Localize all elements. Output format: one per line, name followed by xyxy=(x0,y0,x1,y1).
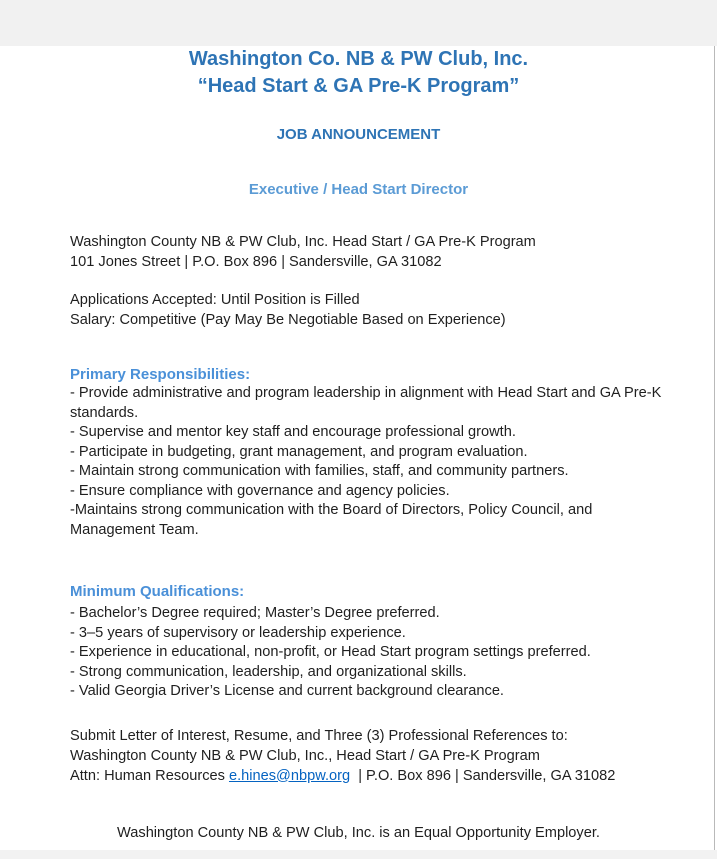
responsibility-item: - Provide administrative and program leadership in alignment with Head Start and GA Pre-K standards. xyxy=(70,385,662,421)
page-bottom-margin-strip xyxy=(0,850,717,859)
attn-prefix-text: Attn: Human Resources xyxy=(70,767,229,784)
document-title xyxy=(0,46,717,100)
attn-line xyxy=(70,766,677,786)
attn-suffix-text: | P.O. Box 896 | Sandersville, GA 31082 xyxy=(350,767,616,784)
document-title-line-1: Washington Co. NB & PW Club, Inc. xyxy=(188,48,529,70)
qualification-item: - Bachelor’s Degree required; Master’s Degree preferred. xyxy=(70,605,440,621)
document-page xyxy=(0,46,717,859)
board-communication-line: -Maintains strong communication with the Board of Directors, Policy Council, and Management Team. xyxy=(70,502,593,538)
primary-responsibilities-heading: Primary Responsibilities: xyxy=(70,366,251,383)
job-announcement-heading: JOB ANNOUNCEMENT xyxy=(276,126,441,143)
application-details-block xyxy=(70,291,677,330)
applications-accepted-line: Applications Accepted: Until Position is Filled xyxy=(70,292,360,308)
responsibility-item: - Participate in budgeting, grant management, and program evaluation. xyxy=(70,443,528,460)
minimum-qualifications-heading: Minimum Qualifications: xyxy=(70,583,245,600)
submit-organization-line: Washington County NB & PW Club, Inc., Head Start / GA Pre-K Program xyxy=(70,747,540,764)
responsibility-item: - Supervise and mentor key staff and encourage professional growth. xyxy=(70,424,516,440)
responsibility-item: - Ensure compliance with governance and agency policies. xyxy=(70,482,450,499)
submit-instructions-line: Submit Letter of Interest, Resume, and Three (3) Professional References to: xyxy=(70,727,568,744)
qualification-item: - Strong communication, leadership, and organizational skills. xyxy=(70,663,467,680)
organization-address-line: 101 Jones Street | P.O. Box 896 | Sandersville, GA 31082 xyxy=(70,253,442,270)
document-title-line-2: “Head Start & GA Pre-K Program” xyxy=(197,75,520,97)
primary-responsibilities-section xyxy=(70,365,677,540)
qualification-item: - 3–5 years of supervisory or leadership experience. xyxy=(70,624,406,641)
position-title: Executive / Head Start Director xyxy=(248,181,469,198)
equal-opportunity-footer: Washington County NB & PW Club, Inc. is an Equal Opportunity Employer. xyxy=(117,824,600,841)
submission-instructions-block xyxy=(70,726,677,786)
document-body xyxy=(70,233,677,786)
qualification-item: - Experience in educational, non-profit, or Head Start program settings preferred. xyxy=(70,644,591,660)
qualification-item: - Valid Georgia Driver’s License and current background clearance. xyxy=(70,683,504,699)
responsibility-item: - Maintain strong communication with families, staff, and community partners. xyxy=(70,463,569,479)
page-right-edge-divider xyxy=(714,46,715,851)
minimum-qualifications-section xyxy=(70,582,677,702)
email-link[interactable]: e.hines@nbpw.org xyxy=(228,767,351,784)
organization-address-block xyxy=(70,233,677,272)
salary-line: Salary: Competitive (Pay May Be Negotiable Based on Experience) xyxy=(70,311,506,328)
organization-name-line: Washington County NB & PW Club, Inc. Head Start / GA Pre-K Program xyxy=(70,234,536,250)
